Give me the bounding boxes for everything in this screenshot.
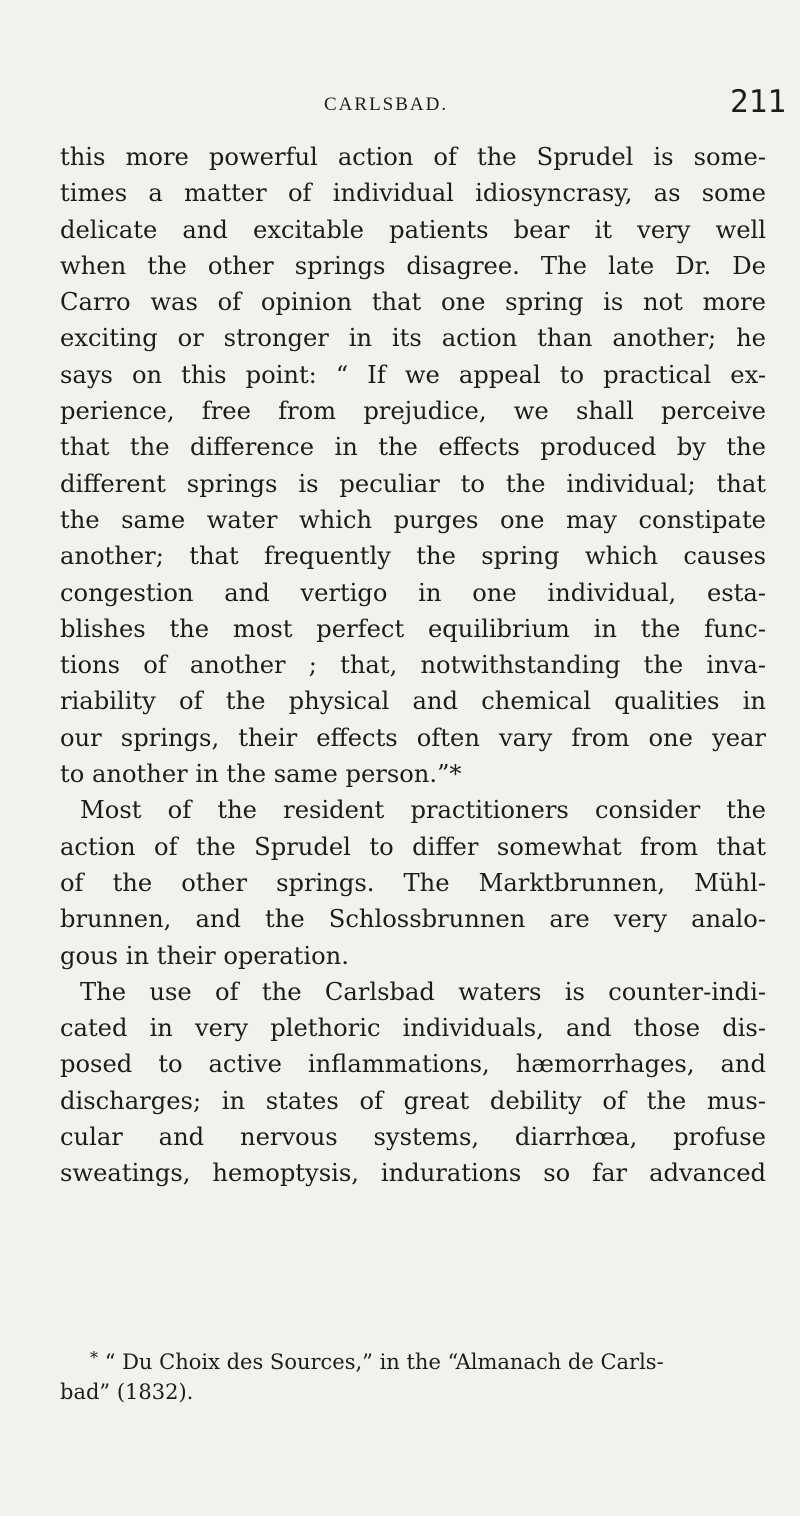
text-line: this more powerful action of the Sprudel is some-	[60, 143, 766, 171]
footnote-line	[60, 1348, 766, 1378]
text-line: congestion and vertigo in one individual, esta-	[60, 578, 766, 607]
text-line: times a matter of individual idiosyncrasy, as some	[60, 179, 766, 208]
text-line: perience, free from prejudice, we shall perceive	[60, 397, 766, 426]
text-line: to another in the same person.”*	[60, 760, 462, 789]
text-line: different springs is peculiar to the individual; that	[60, 469, 766, 498]
text-line: says on this point: “ If we appeal to practical ex-	[60, 360, 766, 389]
text-line: Carro was of opinion that one spring is not more	[60, 288, 766, 317]
text-line: that the difference in the effects produced by the	[60, 433, 766, 462]
text-line: riability of the physical and chemical qualities in	[60, 687, 766, 716]
text-line: another; that frequently the spring which causes	[60, 542, 766, 571]
text-line: our springs, their effects often vary from one year	[60, 723, 766, 752]
text-line: posed to active inflammations, hæmorrhages, and	[60, 1050, 766, 1079]
text-line: brunnen, and the Schlossbrunnen are very analo-	[60, 905, 766, 934]
footnote	[60, 1348, 766, 1406]
text-line: when the other springs disagree. The late Dr. De	[60, 251, 766, 280]
text-line: cated in very plethoric individuals, and those dis-	[60, 1014, 766, 1043]
footnote-text: “ Du Choix des Sources,” in the “Almanach de Carls-	[104, 1350, 664, 1374]
text-line: gous in their operation.	[60, 941, 349, 970]
footnote-marker: *	[90, 1348, 98, 1367]
text-line: action of the Sprudel to differ somewhat from that	[60, 832, 766, 861]
text-line: exciting or stronger in its action than another; he	[60, 324, 766, 353]
text-line: of the other springs. The Marktbrunnen, Mühl-	[60, 868, 766, 897]
paragraph-start-line: Most of the resident practitioners consider the	[80, 796, 766, 825]
text-line: delicate and excitable patients bear it very well	[60, 215, 766, 244]
text-line: tions of another ; that, notwithstanding the inva-	[60, 651, 766, 680]
body-text	[60, 139, 766, 1192]
text-line: discharges; in states of great debility of the mus-	[60, 1086, 766, 1115]
text-line: the same water which purges one may constipate	[60, 505, 766, 534]
text-line: blishes the most perfect equilibrium in the func-	[60, 614, 766, 643]
text-line: sweatings, hemoptysis, indurations so far advanced	[60, 1159, 766, 1188]
text-line: cular and nervous systems, diarrhœa, profuse	[60, 1123, 766, 1152]
running-title: CARLSBAD.	[324, 94, 449, 115]
footnote-line: bad” (1832).	[60, 1380, 194, 1404]
page-number: 211	[730, 84, 786, 120]
paragraph-start-line: The use of the Carlsbad waters is counter-indi-	[80, 977, 766, 1006]
running-head	[60, 84, 786, 124]
